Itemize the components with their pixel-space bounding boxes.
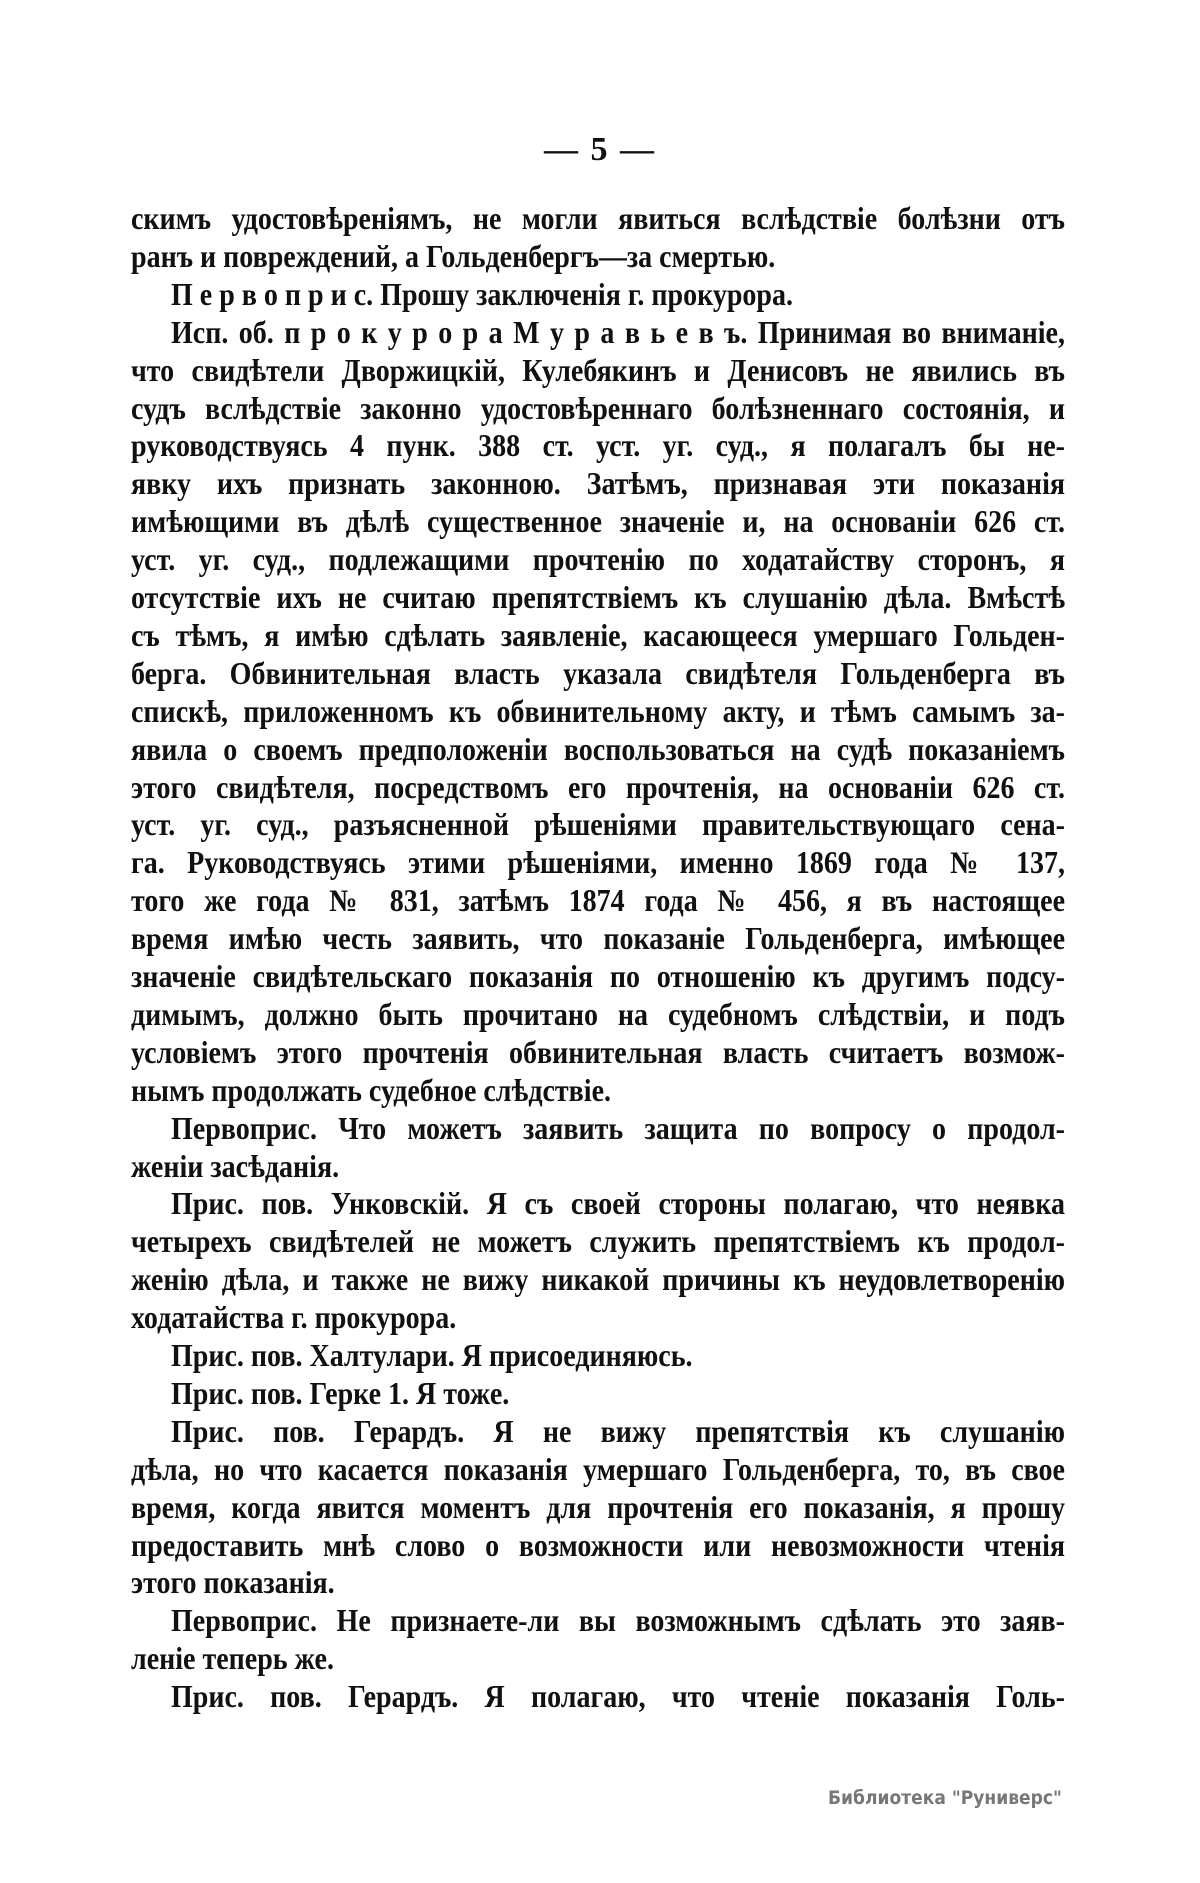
text-line: условіемъ этого прочтенія обвинительная власть считаетъ возмож- [131,1035,1065,1071]
text-line: дѣла, но что касается показанія умершаго Гольденберга, то, въ свое [131,1452,1065,1488]
text-line: женіи засѣданія. [131,1149,340,1185]
text-line: предоставить мнѣ слово о возможности или невозможности чтенія [131,1528,1065,1564]
text-line: время, когда явится моментъ для прочтенія его показанія, я прошу [131,1490,1065,1526]
text-line: время имѣю честь заявить, что показаніе Гольденберга, имѣющее [131,922,1065,957]
text-line: судъ вслѣдствіе законно удостовѣреннаго болѣзненнаго состоянія, и [131,391,1065,427]
text-line: имѣющими въ дѣлѣ существенное значеніе и, на основаніи 626 ст. [131,505,1065,540]
text-line: отсутствіе ихъ не считаю препятствіемъ къ слушанію дѣла. Вмѣстѣ [131,581,1065,616]
text-line: Прис. пов. Унковскій. Я съ своей стороны полагаю, что неявка [171,1187,1065,1223]
library-watermark: Библиотека "Руниверс" [828,1787,1062,1809]
text-line: димымъ, должно быть прочитано на судебномъ слѣдствіи, и подъ [131,997,1065,1033]
text-line: спискѣ, приложенномъ къ обвинительному акту, и тѣмъ самымъ за- [131,694,1065,730]
text-line: что свидѣтели Дворжицкій, Кулебякинъ и Денисовъ не явились въ [131,353,1065,389]
text-line: женію дѣла, и также не вижу никакой причины къ неудовлетворенію [131,1263,1065,1298]
text-line: Прис. пов. Герардъ. Я не вижу препятствія къ слушанію [171,1414,1065,1450]
text-line: явила о своемъ предположеніи воспользоваться на судѣ показаніемъ [131,732,1065,768]
text-line: четырехъ свидѣтелей не можетъ служить препятствіемъ къ продол- [131,1225,1065,1261]
text-line: того же года № 831, затѣмъ 1874 года № 456, я въ настоящее [131,884,1065,919]
text-line: Первоприс. Не признаете-ли вы возможнымъ сдѣлать это заяв- [171,1604,1065,1640]
text-line: уст. уг. суд., подлежащими прочтенію по ходатайству сторонъ, я [131,543,1065,578]
text-line: значеніе свидѣтельскаго показанія по отношенію къ другимъ подсу- [131,960,1065,995]
text-line: этого показанія. [131,1566,335,1602]
text-line: явку ихъ признать законною. Затѣмъ, признавая эти показанія [131,467,1065,503]
text-line: ходатайства г. прокурора. [131,1301,457,1336]
text-line: га. Руководствуясь этими рѣшеніями, именно 1869 года № 137, [131,846,1065,882]
text-line: Прис. пов. Герке 1. Я тоже. [171,1376,510,1412]
text-line: Исп. об. п р о к у р о р а М у р а в ь е в ъ. Принимая во вниманіе, [171,315,1065,351]
text-line: ранъ и повреждений, а Гольденбергъ—за смертью. [131,239,776,275]
text-line: Прис. пов. Халтулари. Я присоединяюсь. [171,1339,693,1374]
page-number: — 5 — [544,131,656,168]
text-line: леніе теперь же. [131,1642,334,1677]
text-line: этого свидѣтеля, посредствомъ его прочтенія, на основаніи 626 ст. [131,770,1065,806]
text-line: Первоприс. Что можетъ заявить защита по вопросу о продол- [171,1111,1065,1147]
text-line: берга. Обвинительная власть указала свидѣтеля Гольденберга въ [131,656,1065,692]
text-line: скимъ удостовѣреніямъ, не могли явиться вслѣдствіе болѣзни отъ [131,202,1065,237]
text-line: съ тѣмъ, я имѣю сдѣлать заявленіе, касающееся умершаго Гольден- [131,618,1065,654]
text-line: уст. уг. суд., разъясненной рѣшеніями правительствующаго сена- [131,808,1065,844]
text-line: руководствуясь 4 пунк. 388 ст. уст. уг. суд., я полагалъ бы не- [131,429,1065,465]
text-line: П е р в о п р и с. Прошу заключенія г. прокурора. [171,277,794,313]
text-line: Прис. пов. Герардъ. Я полагаю, что чтеніе показанія Голь- [171,1680,1065,1715]
text-line: нымъ продолжать судебное слѣдствіе. [131,1073,611,1109]
